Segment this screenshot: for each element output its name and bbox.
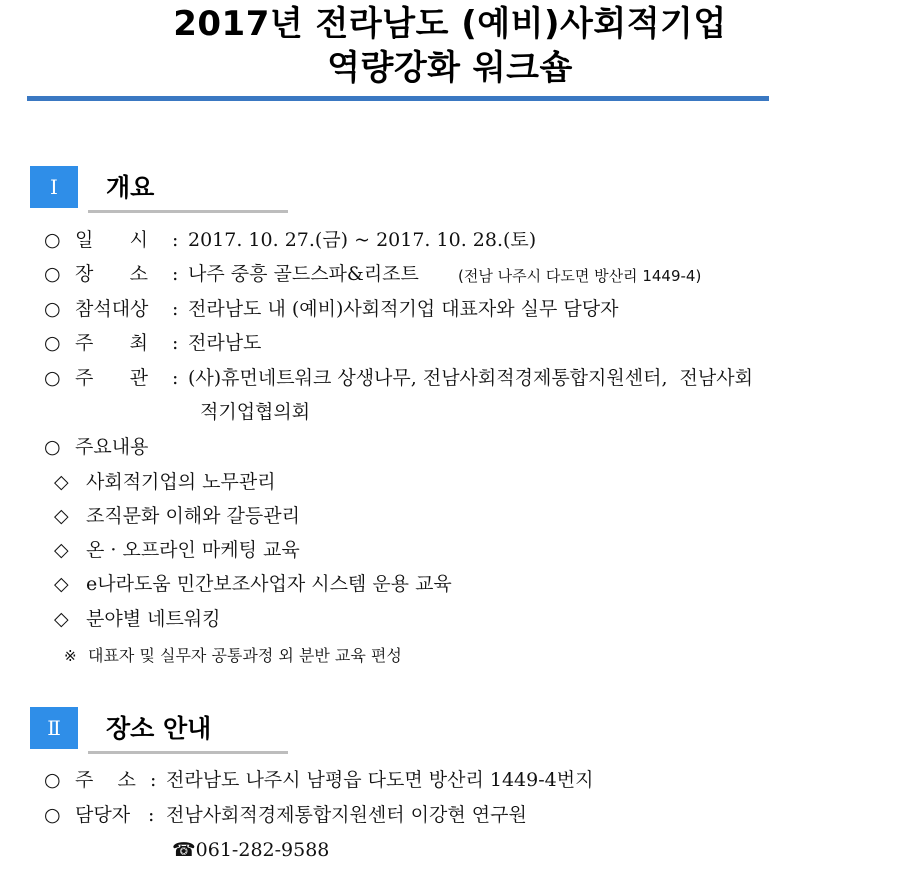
section2-number-badge: Ⅱ [30,707,78,749]
doc-title-line2: 역량강화 워크숍 [327,48,573,88]
title-divider [27,96,769,101]
bullet-circle: ○ [44,263,61,285]
colon: : [150,769,157,791]
bullet-diamond: ◇ [54,608,69,630]
address-value: 전라남도 나주시 남평읍 다도면 방산리 1449-4번지 [166,769,594,791]
note-mark: ※ [64,647,77,665]
place-value: 나주 중흥 골드스파&리조트 [188,263,419,285]
attendees-label: 참석대상 [75,298,149,320]
bullet-circle: ○ [44,332,61,354]
section2-heading: 장소 안내 [106,714,212,743]
colon: : [172,263,179,285]
bullet-diamond: ◇ [54,471,69,493]
date-label: 일 시 [75,229,148,251]
doc-title-line1: 2017년 전라남도 (예비)사회적기업 [173,4,727,44]
contents-item: 사회적기업의 노무관리 [86,471,276,493]
section2-underline [88,751,288,754]
organizer-value: (사)휴먼네트워크 상생나무, 전남사회적경제통합지원센터, 전남사회 [188,367,753,389]
contents-item: 분야별 네트워킹 [86,608,221,630]
bullet-diamond: ◇ [54,539,69,561]
host-value: 전라남도 [188,332,262,354]
contact-value: 전남사회적경제통합지원센터 이강현 연구원 [166,804,527,826]
colon: : [148,804,155,826]
bullet-circle: ○ [44,229,61,251]
address-label: 주 소 [75,769,136,791]
colon: : [172,332,179,354]
organizer-value-continued: 적기업협의회 [200,401,311,423]
colon: : [172,367,179,389]
attendees-value: 전라남도 내 (예비)사회적기업 대표자와 실무 담당자 [188,298,619,320]
section1-heading: 개요 [106,173,155,202]
bullet-circle: ○ [44,804,61,826]
bullet-circle: ○ [44,367,61,389]
contents-label: 주요내용 [75,436,149,458]
contact-label: 담당자 [75,804,131,826]
colon: : [172,298,179,320]
host-label: 주 최 [75,332,148,354]
bullet-diamond: ◇ [54,505,69,527]
phone-number: ☎061-282-9588 [172,839,330,861]
colon: : [172,229,179,251]
section1-number-badge: Ⅰ [30,166,78,208]
contents-item: 조직문화 이해와 갈등관리 [86,505,300,527]
section1-underline [88,210,288,213]
contents-item: 온 · 오프라인 마케팅 교육 [86,539,300,561]
contents-item: e나라도움 민간보조사업자 시스템 운용 교육 [86,573,452,595]
place-label: 장 소 [75,263,148,285]
bullet-circle: ○ [44,436,61,458]
date-value: 2017. 10. 27.(금) ~ 2017. 10. 28.(토) [188,229,537,251]
bullet-diamond: ◇ [54,573,69,595]
place-address-detail: (전남 나주시 다도면 방산리 1449-4) [458,267,702,285]
note-text: 대표자 및 실무자 공통과정 외 분반 교육 편성 [88,646,402,665]
bullet-circle: ○ [44,298,61,320]
bullet-circle: ○ [44,769,61,791]
organizer-label: 주 관 [75,367,148,389]
